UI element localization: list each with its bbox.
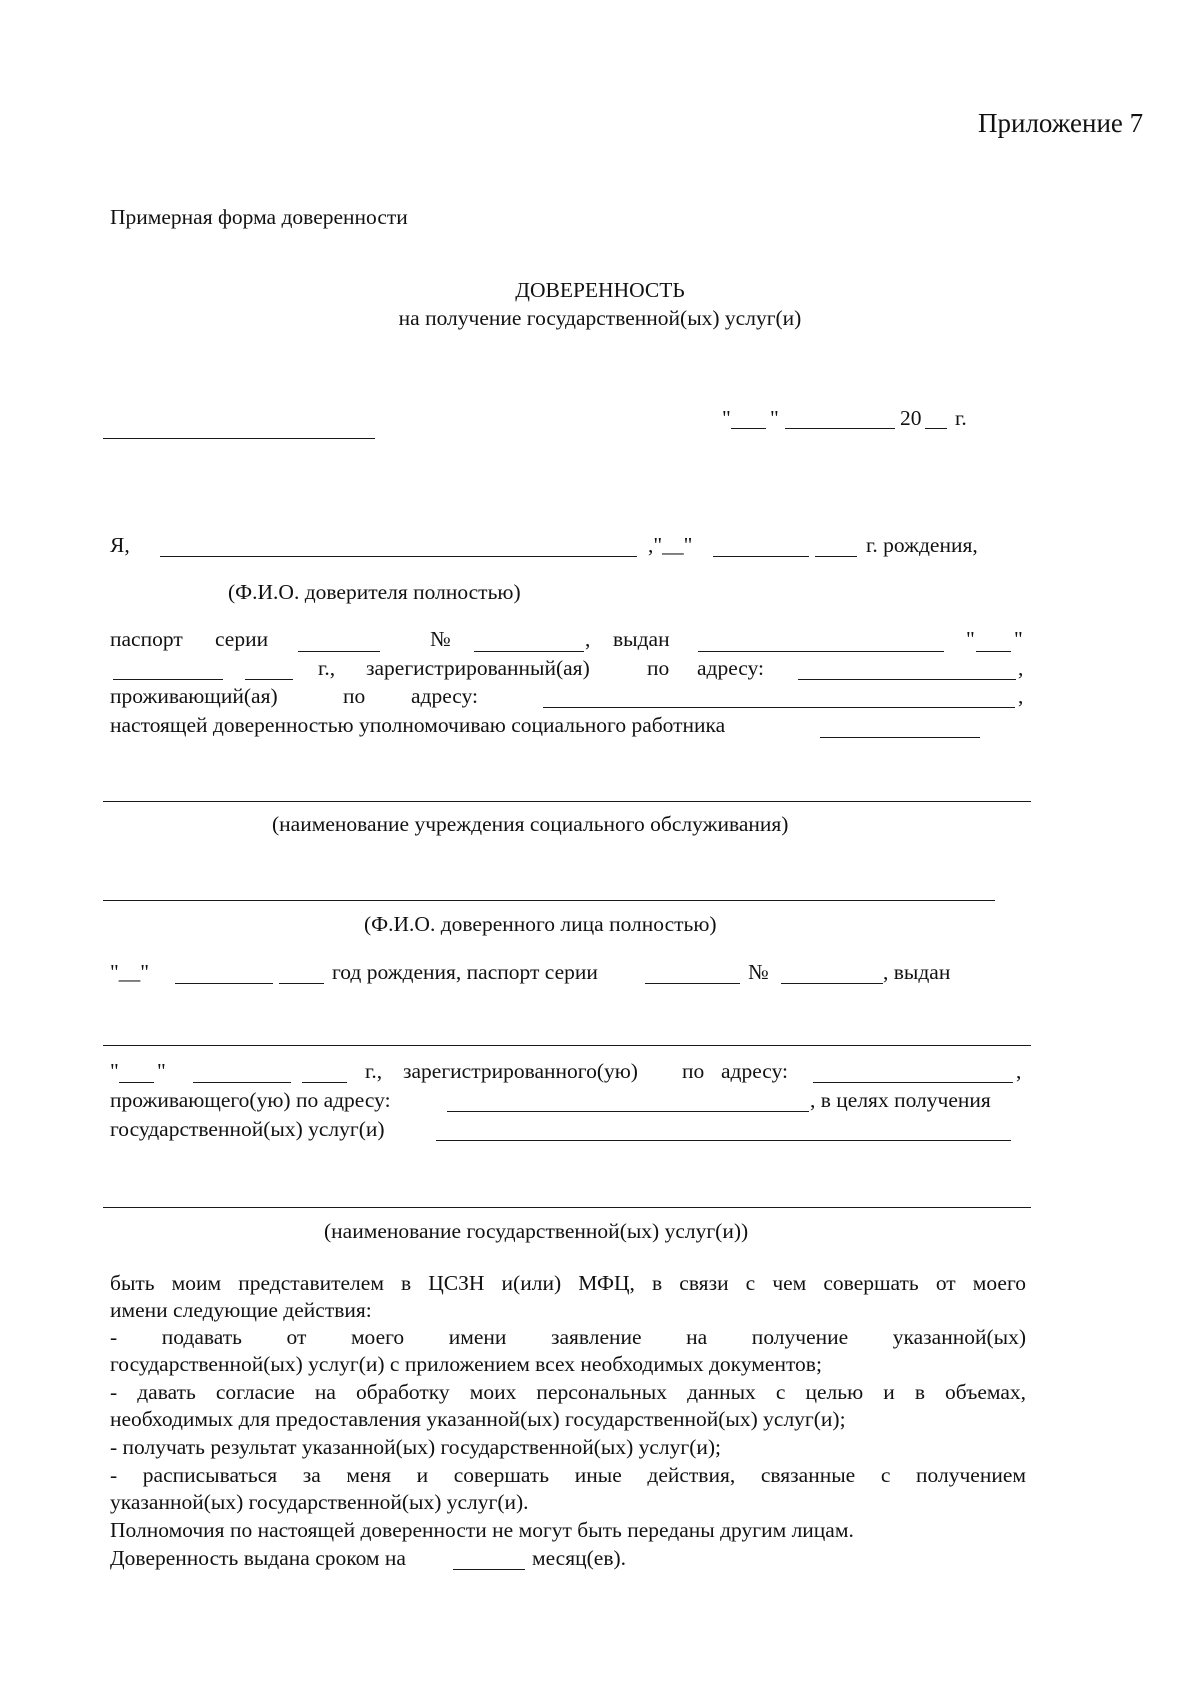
passport-number-sign: №	[430, 627, 451, 651]
bullet-1-line-1: - подавать от моего имени заявление на получение указанной(ых)	[110, 1325, 1026, 1349]
agent-number-sign: №	[748, 960, 769, 984]
authorization-text: настоящей доверенностью уполномочиваю социального работника	[110, 713, 726, 737]
agent-open-quote: "	[110, 1059, 119, 1083]
document-title: ДОВЕРЕННОСТЬ	[515, 278, 685, 302]
registered-po: по	[647, 656, 670, 680]
passport-issued-word: выдан	[613, 627, 670, 651]
registered-word: зарегистрированный(ая)	[366, 656, 590, 680]
principal-fio-caption: (Ф.И.О. доверителя полностью)	[228, 580, 521, 604]
living-address-blank	[543, 707, 1015, 708]
registered-address-blank	[798, 679, 1016, 680]
validity-months-blank	[453, 1569, 525, 1570]
passport-open-quote: "	[966, 627, 975, 651]
institution-caption: (наименование учреждения социального обслуживания)	[272, 812, 789, 836]
agent-registered-address-blank	[813, 1082, 1013, 1083]
passport-close-quote: "	[1014, 627, 1023, 651]
principal-birth-year-blank	[815, 556, 857, 557]
principal-birth-suffix: г. рождения,	[866, 533, 978, 557]
living-comma: ,	[1018, 684, 1024, 708]
validity-prefix: Доверенность выдана сроком на	[110, 1546, 406, 1570]
agent-close-quote: "	[157, 1059, 166, 1083]
agent-issued: , выдан	[883, 960, 951, 984]
date-open-quote: "	[722, 406, 731, 430]
agent-registered-word: зарегистрированного(ую)	[403, 1059, 638, 1083]
agent-number-blank	[781, 983, 883, 984]
passport-comma: ,	[585, 627, 591, 651]
agent-birth-quote: "__"	[110, 960, 150, 984]
institution-blank	[103, 801, 1031, 802]
passport-day-blank	[976, 651, 1011, 652]
agent-living-address-blank	[447, 1111, 809, 1112]
principal-ya: Я,	[110, 533, 130, 557]
agent-fio-caption: (Ф.И.О. доверенного лица полностью)	[364, 912, 717, 936]
delegation-restriction: Полномочия по настоящей доверенности не могут быть переданы другим лицам.	[110, 1518, 854, 1542]
day-blank	[731, 428, 766, 429]
year-blank	[925, 428, 947, 429]
principal-birth-month-blank	[713, 556, 809, 557]
agent-registered-address-word: адресу:	[721, 1059, 789, 1083]
agent-purpose-text: , в целях получения	[810, 1088, 991, 1112]
living-word: проживающий(ая)	[110, 684, 278, 708]
agent-registered-po: по	[682, 1059, 705, 1083]
agent-service-blank	[436, 1140, 1011, 1141]
principal-fio-blank	[160, 556, 637, 557]
agent-registered-comma: ,	[1016, 1059, 1022, 1083]
passport-year-blank	[245, 679, 293, 680]
body-paragraph-1-line-1: быть моим представителем в ЦСЗН и(или) МФЦ, в связи с чем совершать от моего	[110, 1271, 1026, 1295]
agent-issuer-blank	[103, 1045, 1031, 1046]
bullet-4-line-2: указанной(ых) государственной(ых) услуг(и).	[110, 1490, 529, 1514]
bullet-2-line-2: необходимых для предоставления указанной(ых) государственной(ых) услуг(и);	[110, 1407, 846, 1431]
place-blank	[103, 438, 375, 439]
bullet-2-line-1: - давать согласие на обработку моих персональных данных с целью и в объемах,	[110, 1380, 1026, 1404]
bullet-4-line-1: - расписываться за меня и совершать иные действия, связанные с получением	[110, 1463, 1026, 1487]
service-name-blank	[103, 1207, 1031, 1208]
year-suffix: г.	[955, 406, 967, 430]
document-subtitle: на получение государственной(ых) услуг(и)	[398, 306, 802, 330]
agent-month-blank	[193, 1082, 291, 1083]
bullet-1-line-2: государственной(ых) услуг(и) с приложением всех необходимых документов;	[110, 1352, 822, 1376]
registered-address-word: адресу:	[697, 656, 765, 680]
agent-year-suffix: г.,	[365, 1059, 383, 1083]
agent-year-blank	[302, 1082, 347, 1083]
principal-birth-quote: ,"__"	[648, 533, 693, 557]
authorization-blank	[820, 737, 980, 738]
agent-birth-month-blank	[175, 983, 273, 984]
living-address-word: адресу:	[411, 684, 479, 708]
living-po: по	[343, 684, 366, 708]
passport-series-blank	[298, 651, 380, 652]
agent-series-blank	[645, 983, 740, 984]
date-close-quote: "	[770, 406, 779, 430]
passport-year-suffix: г.,	[318, 656, 336, 680]
bullet-3: - получать результат указанной(ых) государственной(ых) услуг(и);	[110, 1435, 722, 1459]
agent-service-label: государственной(ых) услуг(и)	[110, 1117, 385, 1141]
month-blank	[785, 428, 895, 429]
body-paragraph-1-line-2: имени следующие действия:	[110, 1298, 372, 1322]
agent-birth-text: год рождения, паспорт серии	[332, 960, 598, 984]
series-word: серии	[215, 627, 269, 651]
year-prefix: 20	[900, 406, 922, 430]
passport-month-blank	[113, 679, 223, 680]
passport-number-blank	[474, 651, 584, 652]
appendix-number: Приложение 7	[978, 108, 1144, 138]
registered-comma: ,	[1018, 656, 1024, 680]
agent-day-blank	[119, 1082, 154, 1083]
agent-living-text: проживающего(ую) по адресу:	[110, 1088, 391, 1112]
service-caption: (наименование государственной(ых) услуг(и))	[324, 1219, 749, 1243]
passport-word: паспорт	[110, 627, 183, 651]
agent-birth-year-blank	[279, 983, 324, 984]
passport-issuer-blank	[698, 651, 944, 652]
form-caption: Примерная форма доверенности	[110, 205, 408, 229]
agent-fio-blank	[103, 900, 995, 901]
validity-suffix: месяц(ев).	[532, 1546, 627, 1570]
